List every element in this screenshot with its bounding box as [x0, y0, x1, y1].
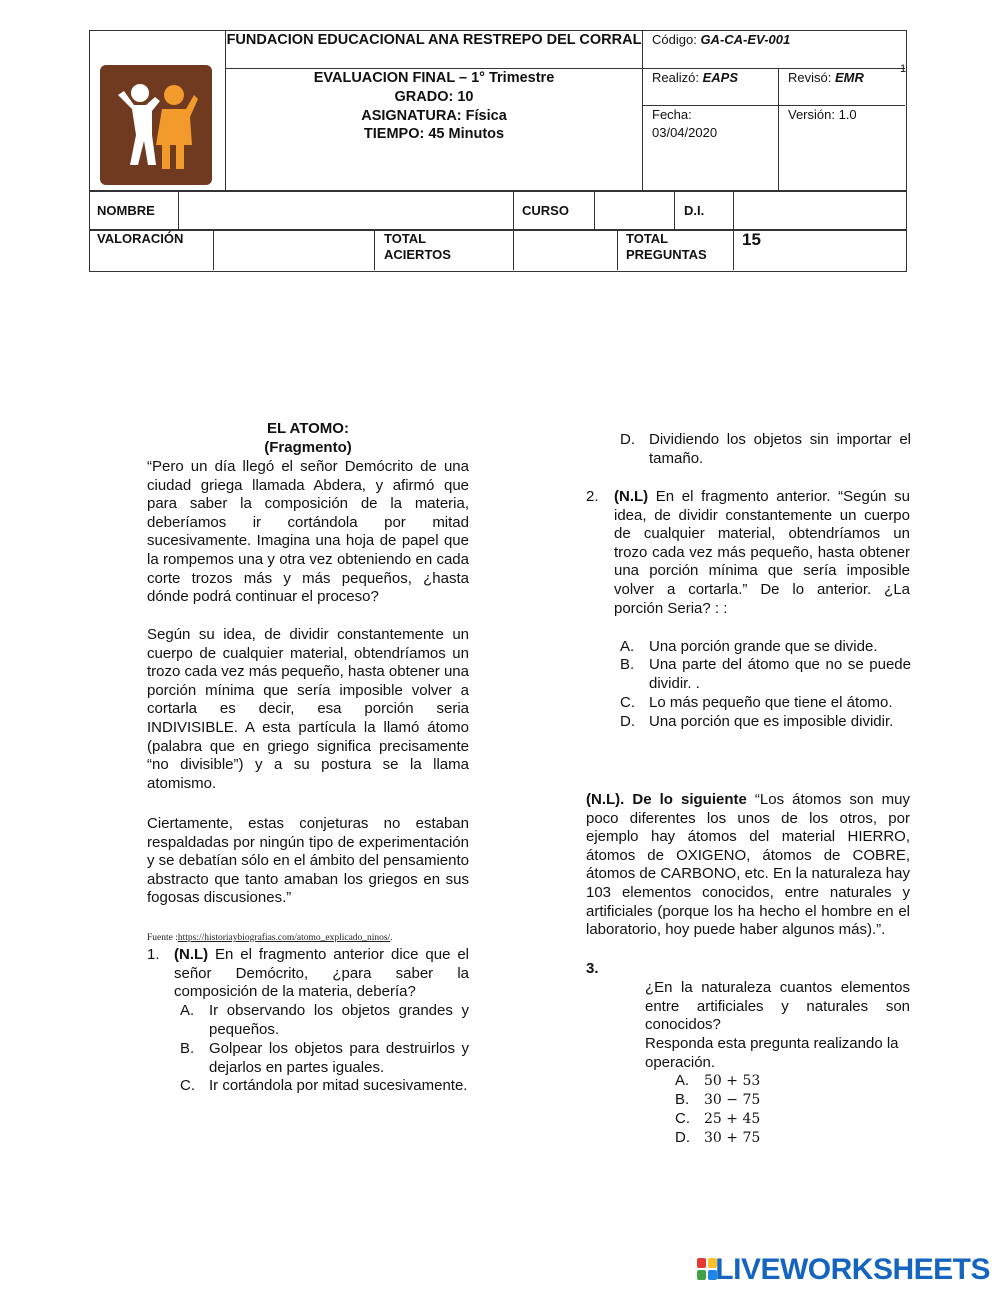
reading-paragraph-1: “Pero un día llegó el señor Demócrito de una ciudad griega llamada Abdera, y afirmó que para saber la composición de la materia, deberíamos ir cortándola por mitad sucesivamente. Imagina una hoja de papel que la rompemos una y otra vez obteniendo en cada corte trozos más y más pequeños, ¿hasta dónde podrá continuar el proceso? — [147, 458, 469, 606]
reading-source: Fuente :https://historiaybiografias.com/atomo_explicado_ninos/. — [147, 933, 393, 943]
reading-paragraph-2: Según su idea, de dividir constantemente un cuerpo de cualquier material, obtendríamos un trozo cada vez más pequeño, hasta obtener una porción mínima que sería imposible volver a cortarla es decir, esa porción seria INDIVISIBLE. A esta partícula la llamó átomo (palabra que en griego significa precisamente “no divisible”) y a su postura se la llama atomismo. — [147, 626, 469, 792]
child-figure-orange-icon — [156, 85, 198, 169]
school-logo — [100, 65, 212, 185]
reading-paragraph-3: Ciertamente, estas conjeturas no estaban respaldadas por ningún tipo de experimentación y se debatían sólo en el ámbito del pensamiento abstracto que tanto amaban los griegos en sus fogosas discusiones.” — [147, 815, 469, 907]
valuation-label: VALORACIÓN — [97, 231, 184, 246]
q2-number: 2. — [586, 488, 599, 505]
reviewed-by: Revisó: EMR — [788, 70, 864, 85]
child-figure-white-icon — [118, 84, 160, 165]
q3-number: 3. — [586, 960, 599, 977]
exam-title: EVALUACION FINAL – 1° Trimestre — [313, 70, 555, 86]
grade-label: GRADO: 10 — [394, 89, 474, 105]
source-link[interactable]: https://historiaybiografias.com/atomo_explicado_ninos/ — [177, 933, 391, 943]
q2-text: (N.L) En el fragmento anterior. “Según su idea, de dividir constantemente un cuerpo de cualquier material, obtendríamos un trozo cada vez más pequeño, hasta obtener una porción mínima que sería imposible volver a cortarla.” De lo anterior. ¿La porción Seria? : : — [614, 488, 910, 617]
id-label: D.I. — [684, 203, 705, 218]
doc-date: Fecha: 03/04/2020 — [652, 107, 718, 140]
made-by: Realizó: EAPS — [652, 70, 738, 85]
reading-subtitle: (Fragmento) — [264, 439, 352, 456]
q3-intro: (N.L). De lo siguiente “Los átomos son muy poco diferentes los unos de los otros, por ejemplo hay átomos del material HIERRO, átomos de OXIGENO, átomos de COBRE, átomos de CARBONO, etc. En la naturaleza hay 103 elementos conocidos, entre naturales y artificiales (porque los ha hecho el hombre en el laboratorio, hoy puede haber algunos más).”. — [586, 791, 910, 939]
course-field[interactable] — [595, 191, 674, 229]
name-label: NOMBRE — [97, 203, 155, 218]
page-number: 1 — [900, 63, 907, 75]
liveworksheets-brand[interactable]: LIVEWORKSHEETS — [715, 1253, 990, 1286]
doc-code: Código: GA-CA-EV-001 — [652, 32, 791, 47]
total-questions-label: TOTAL PREGUNTAS — [626, 231, 707, 262]
name-field[interactable] — [179, 191, 513, 229]
q3-question: ¿En la naturaleza cuantos elementos entre artificiales y naturales son conocidos? — [645, 979, 910, 1034]
q3-instruction: Responda esta pregunta realizando la operación. — [645, 1035, 899, 1071]
q1-number: 1. — [147, 946, 160, 963]
doc-version: Versión: 1.0 — [788, 107, 857, 122]
q1-text: (N.L) En el fragmento anterior dice que el señor Demócrito, ¿para saber la composición de la materia, debería? — [174, 946, 469, 1001]
institution-name: FUNDACION EDUCACIONAL ANA RESTREPO DEL CORRAL — [226, 32, 642, 48]
reading-title: EL ATOMO: — [267, 420, 349, 437]
id-field[interactable] — [734, 191, 905, 229]
total-correct-label: TOTAL ACIERTOS — [384, 231, 451, 262]
total-questions-value: 15 — [742, 230, 761, 249]
course-label: CURSO — [522, 203, 569, 218]
subject-label: ASIGNATURA: Física — [361, 108, 507, 124]
time-label: TIEMPO: 45 Minutos — [363, 126, 505, 142]
